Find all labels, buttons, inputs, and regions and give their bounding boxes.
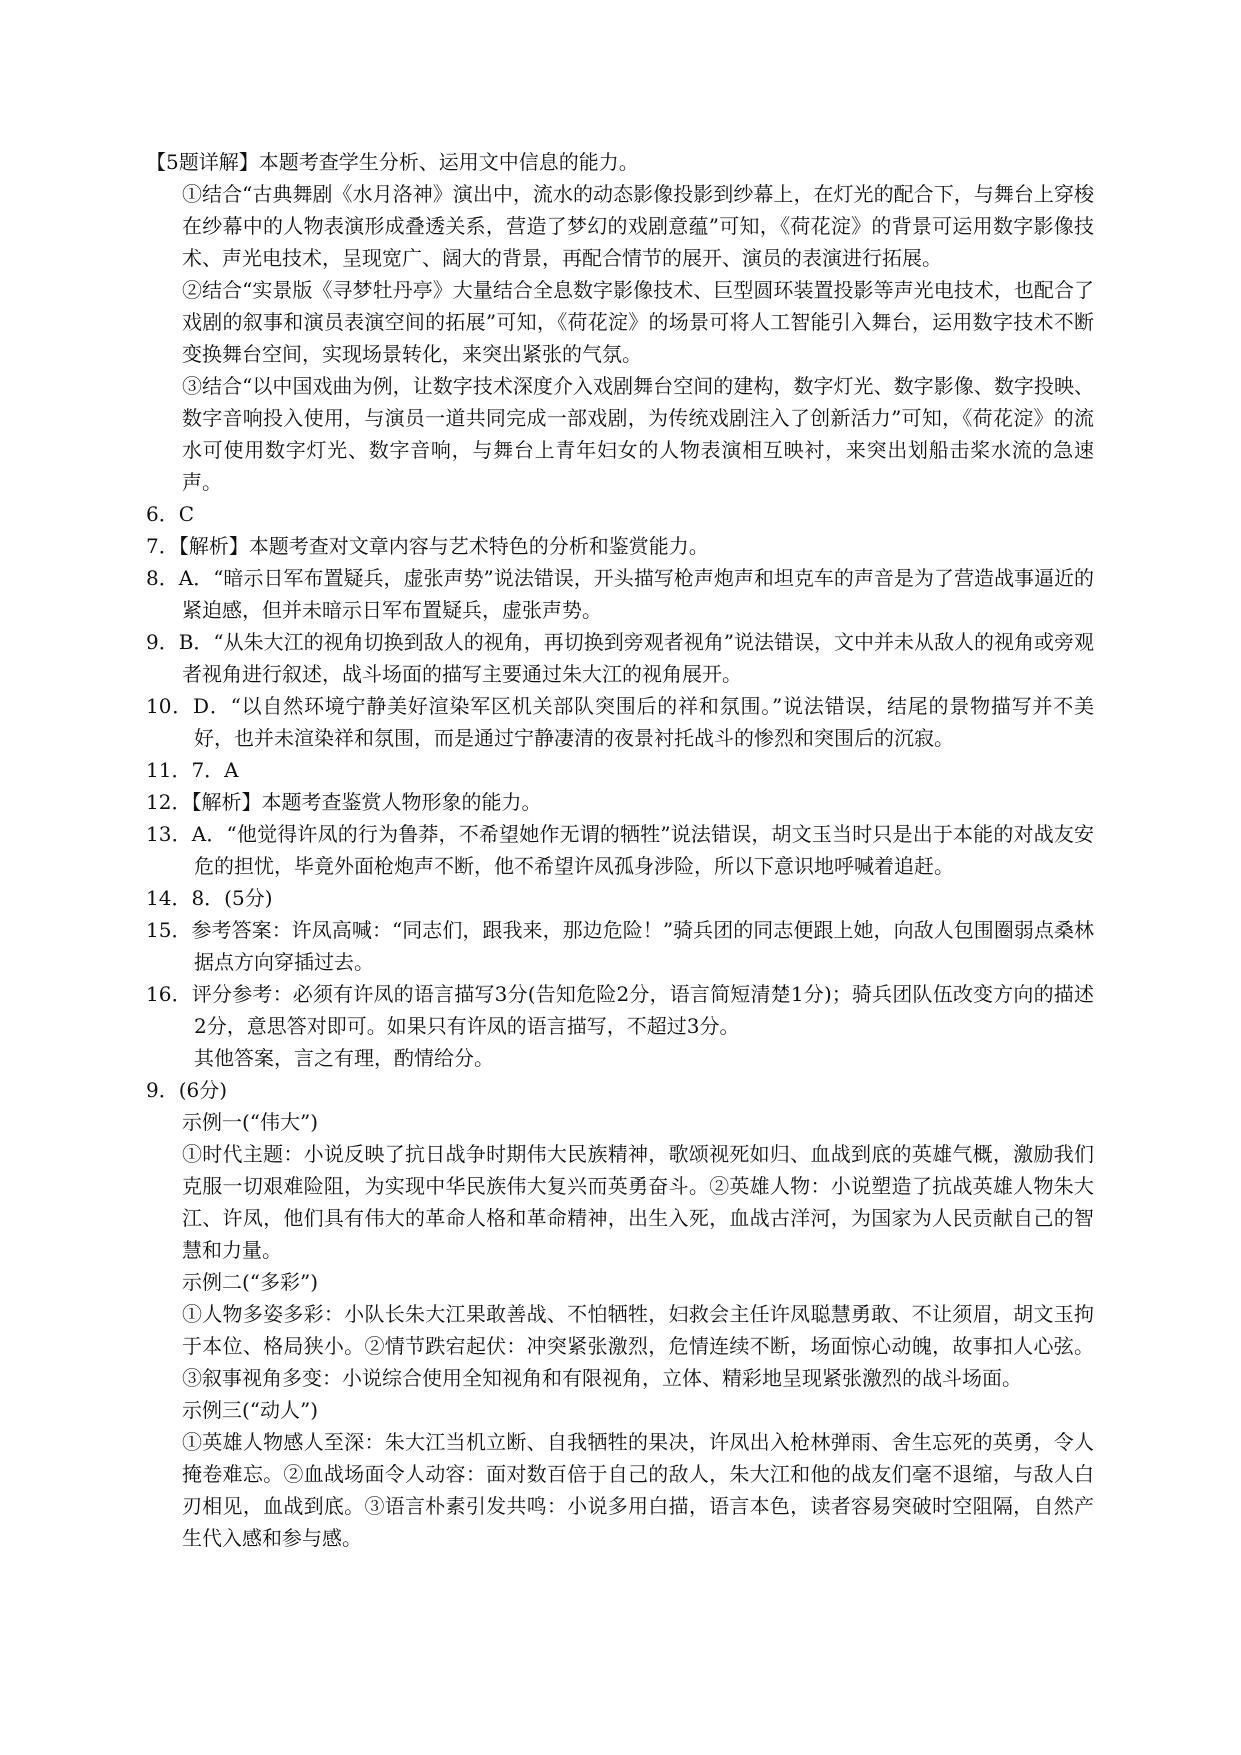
- item-14: 14．8．(5分): [146, 886, 273, 910]
- q9-example-1-body: ①时代主题：小说反映了抗日战争时期伟大民族精神，歌颂视死如归、血战到底的英雄气概，激励我们克服一切艰难险阻，为实现中华民族伟大复兴而英勇奋斗。②英雄人物：小说塑造了抗战英雄人物朱大江、许凤，他们具有伟大的革命人格和革命精神，出生入死，血战古洋河，为国家为人民贡献自己的智慧和力量。: [182, 1142, 1094, 1262]
- item-13: 13．A．“他觉得许凤的行为鲁莽，不希望她作无谓的牺牲”说法错误，胡文玉当时只是出于本能的对战友安危的担忧，毕竟外面枪炮声不断，他不希望许凤孤身涉险，所以下意识地呼喊着追赶。: [146, 822, 1094, 878]
- q5-point-2: ②结合“实景版《寻梦牡丹亭》大量结合全息数字影像技术、巨型圆环装置投影等声光电技术，也配合了戏剧的叙事和演员表演空间的拓展”可知，《荷花淀》的场景可将人工智能引入舞台，运用数字技术不断变换舞台空间，实现场景转化，来突出紧张的气氛。: [182, 278, 1094, 366]
- q9-example-1-title: 示例一(“伟大”): [182, 1110, 319, 1134]
- q9-example-3-body: ①英雄人物感人至深：朱大江当机立断、自我牺牲的果决，许凤出入枪林弹雨、舍生忘死的英勇，令人掩卷难忘。②血战场面令人动容：面对数百倍于自己的敌人，朱大江和他的战友们毫不退缩，与敌人白刃相见，血战到底。③语言朴素引发共鸣：小说多用白描，语言本色，读者容易突破时空阻隔，自然产生代入感和参与感。: [182, 1430, 1094, 1550]
- q5-heading: 【5题详解】本题考查学生分析、运用文中信息的能力。: [146, 150, 639, 174]
- item-16: 16．评分参考：必须有许凤的语言描写3分(告知危险2分，语言简短清楚1分)；骑兵团队伍改变方向的描述2分，意思答对即可。如果只有许凤的语言描写，不超过3分。: [146, 982, 1094, 1038]
- q9-example-3-title: 示例三(“动人”): [182, 1398, 319, 1422]
- item-11: 11．7．A: [146, 758, 239, 782]
- q9-examples: [182, 1106, 1094, 1554]
- item-9: 9．B．“从朱大江的视角切换到敌人的视角，再切换到旁观者视角”说法错误，文中并未从敌人的视角或旁观者视角进行叙述，战斗场面的描写主要通过朱大江的视角展开。: [146, 630, 1094, 686]
- q9-heading: 9．(6分): [146, 1078, 228, 1102]
- q5-points: [182, 178, 1094, 498]
- item-15: 15．参考答案：许凤高喊：“同志们，跟我来，那边危险！”骑兵团的同志便跟上她，向敌人包围圈弱点桑林据点方向穿插过去。: [146, 918, 1094, 974]
- item-6: 6．C: [146, 502, 195, 526]
- item-8: 8．A．“暗示日军布置疑兵，虚张声势”说法错误，开头描写枪声炮声和坦克车的声音是为了营造战事逼近的紧迫感，但并未暗示日军布置疑兵，虚张声势。: [146, 566, 1094, 622]
- item-12: 12．【解析】本题考查鉴赏人物形象的能力。: [146, 790, 542, 814]
- q5-point-3: ③结合“以中国戏曲为例，让数字技术深度介入戏剧舞台空间的建构，数字灯光、数字影像、数字投映、数字音响投入使用，与演员一道共同完成一部戏剧，为传统戏剧注入了创新活力”可知，《荷花淀》的流水可使用数字灯光、数字音响，与舞台上青年妇女的人物表演相互映衬，来突出划船击桨水流的急速声。: [182, 374, 1094, 494]
- item-7: 7．【解析】本题考查对文章内容与艺术特色的分析和鉴赏能力。: [146, 534, 709, 558]
- q9-example-2-body: ①人物多姿多彩：小队长朱大江果敢善战、不怕牺牲，妇救会主任许凤聪慧勇敢、不让须眉，胡文玉拘于本位、格局狭小。②情节跌宕起伏：冲突紧张激烈，危情连续不断，场面惊心动魄，故事扣人心弦。③叙事视角多变：小说综合使用全知视角和有限视角，立体、精彩地呈现紧张激烈的战斗场面。: [182, 1302, 1094, 1390]
- item-10: 10．D．“以自然环境宁静美好渲染军区机关部队突围后的祥和氛围。”说法错误，结尾的景物描写并不美好，也并未渲染祥和氛围，而是通过宁静凄清的夜景衬托战斗的惨烈和突围后的沉寂。: [146, 694, 1094, 750]
- q9-example-2-title: 示例二(“多彩”): [182, 1270, 319, 1294]
- q5-point-1: ①结合“古典舞剧《水月洛神》演出中，流水的动态影像投影到纱幕上，在灯光的配合下，与舞台上穿梭在纱幕中的人物表演形成叠透关系，营造了梦幻的戏剧意蕴”可知，《荷花淀》的背景可运用数字影像技术、声光电技术，呈现宽广、阔大的背景，再配合情节的展开、演员的表演进行拓展。: [182, 182, 1094, 270]
- answer-content: [146, 146, 1094, 1554]
- item-16-extra: 其他答案，言之有理，酌情给分。: [194, 1046, 494, 1070]
